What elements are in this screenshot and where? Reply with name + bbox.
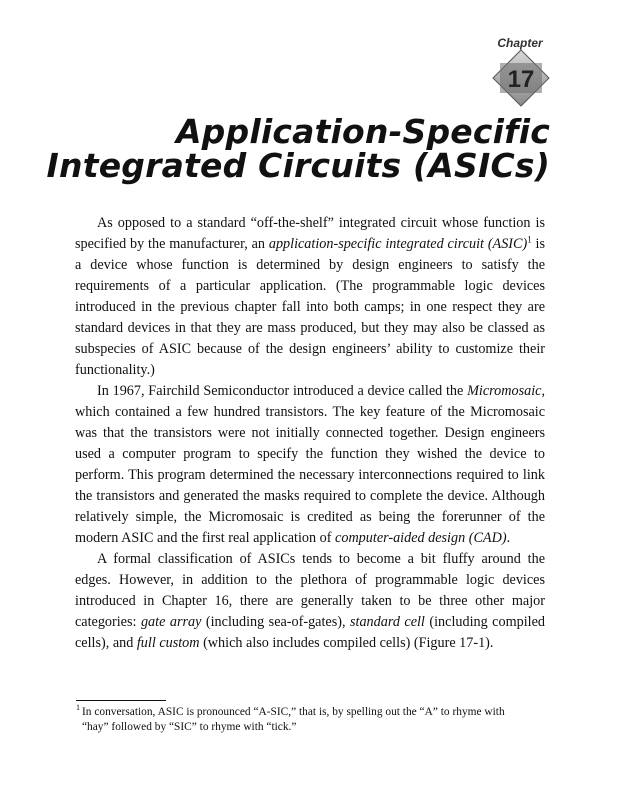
term-full-custom: full custom bbox=[136, 635, 200, 651]
footnote-line-2: “hay” followed by “SIC” to rhyme with “tick.” bbox=[82, 721, 297, 733]
term-micromosaic: Micromosaic bbox=[467, 383, 542, 399]
diamond-badge-icon bbox=[492, 49, 550, 107]
page-title-line-2: Integrated Circuits (ASICs) bbox=[46, 146, 550, 185]
page-title-line-1: Application-Specific bbox=[175, 112, 550, 151]
footnote-reference: 1 bbox=[527, 234, 532, 245]
term-asic: application-specific integrated circuit (ASIC) bbox=[268, 236, 528, 252]
chapter-label: Chapter bbox=[497, 36, 543, 50]
term-gate-array: gate array bbox=[140, 614, 202, 630]
chapter-number: 17 bbox=[507, 66, 535, 93]
footnote bbox=[76, 705, 546, 735]
body-text bbox=[75, 213, 545, 654]
chapter-number-badge bbox=[492, 49, 550, 107]
term-standard-cell: standard cell bbox=[349, 614, 425, 630]
paragraph-3: A formal classification of ASICs tends to become a bit fluffy around the edges. However, in addition to the plethora of programmable logic devices introduced in Chapter 16, there are generally taken to be three other major categories: gate array (including sea-of-gates), standard cell (including compiled cells), and full custom (which also includes compiled cells) (Figure 17-1). bbox=[75, 551, 545, 651]
footnote-line-1: In conversation, ASIC is pronounced “A-SIC,” that is, by spelling out the “A” to rhyme with bbox=[82, 706, 505, 718]
paragraph-2: In 1967, Fairchild Semiconductor introduced a device called the Micromosaic, which contained a few hundred transistors. The key feature of the Micromosaic was that the transistors were not initially connected together. Design engineers used a computer program to specify the function they wished the device to perform. This program determined the necessary interconnections required to link the transistors and generated the masks required to complete the device. Although relatively simple, the Micromosaic is credited as being the forerunner of the modern ASIC and the first real application of computer-aided design (CAD). bbox=[75, 383, 545, 546]
footnote-mark: 1 bbox=[76, 703, 80, 713]
paragraph-1: As opposed to a standard “off-the-shelf” integrated circuit whose function is specified by the manufacturer, an application-specific integrated circuit (ASIC)$^1$ is a device whose function is determined by design engineers to satisfy the requirements of a particular application. (The programmable logic devices introduced in the previous chapter fall into both camps; in one respect they are standard devices in that they are mass produced, but they may also be classed as subspecies of ASIC because of the design engineers’ ability to customize their functionality.) bbox=[75, 215, 546, 378]
footnote-divider bbox=[76, 700, 166, 701]
term-cad: computer-aided design (CAD) bbox=[335, 530, 507, 546]
